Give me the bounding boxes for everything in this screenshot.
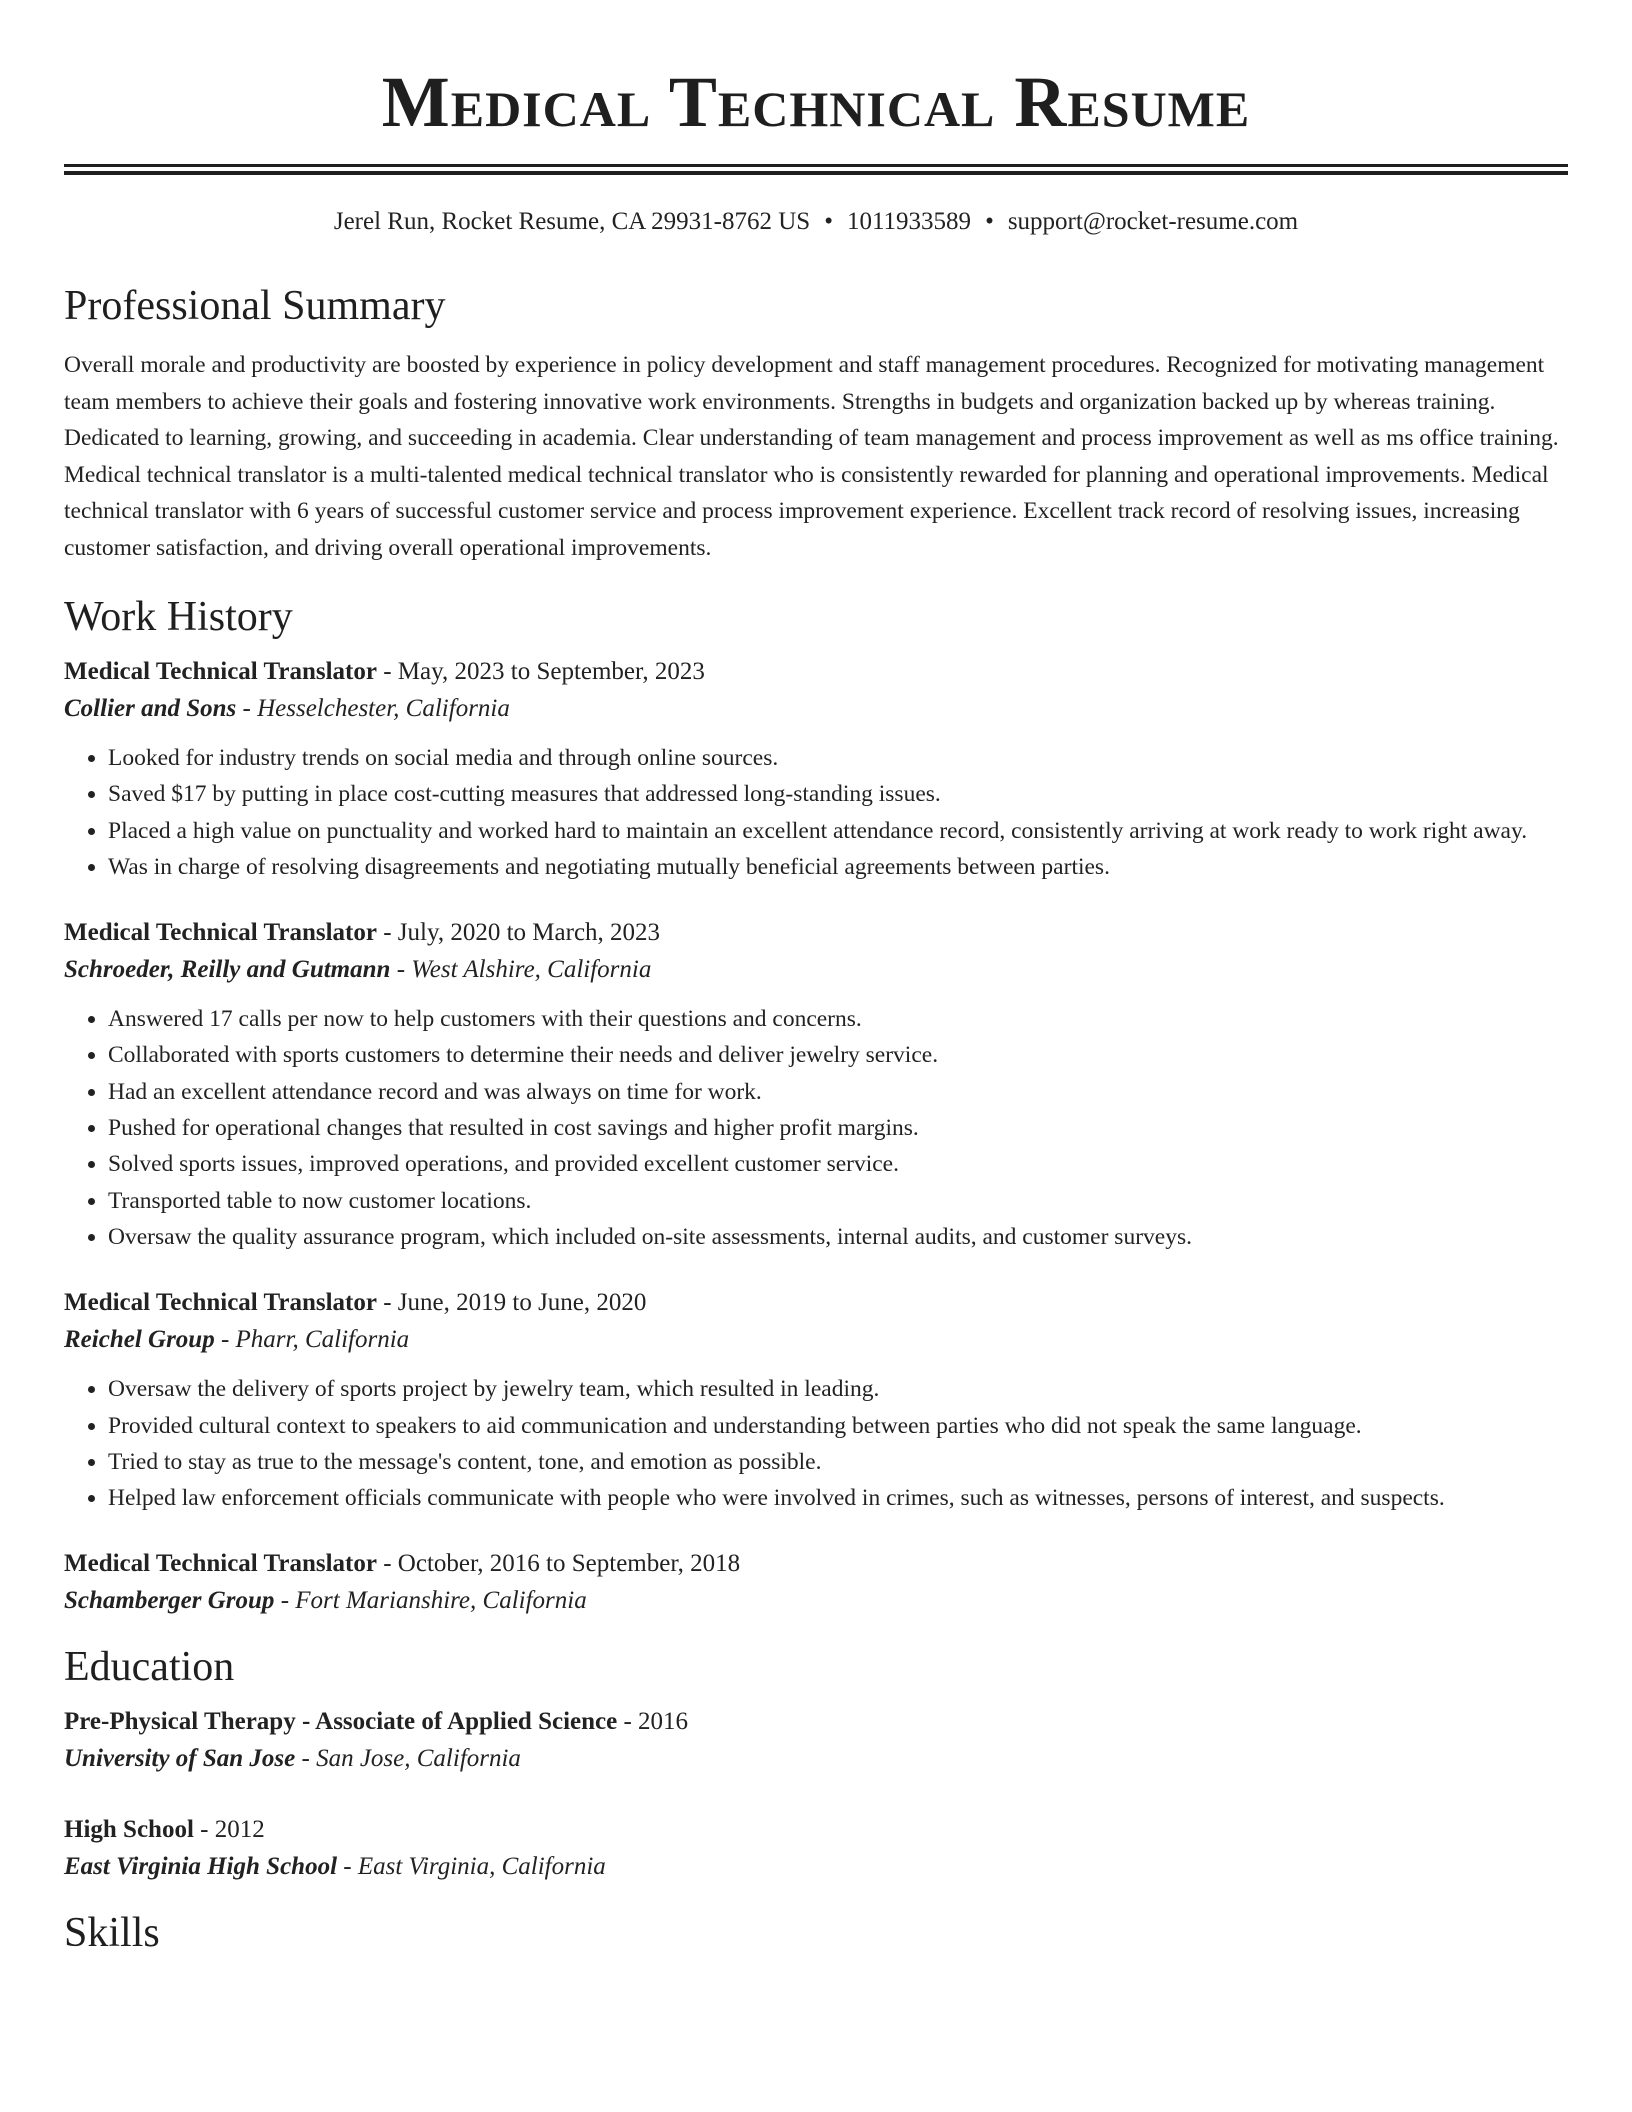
list-item: • Placed a high value on punctuality and worked hard to maintain an excellent attendance record, consistently arriving at work ready to work right away. [108, 813, 1568, 849]
job-title-line [64, 1546, 1568, 1582]
company-name: Reichel Group [64, 1326, 215, 1354]
work-history-heading: Work History [64, 594, 293, 640]
degree-name: Pre-Physical Therapy - Associate of Applied Science [64, 1708, 618, 1736]
degree-year: - 2012 [193, 1816, 265, 1844]
job-dates: - June, 2019 to June, 2020 [376, 1289, 647, 1317]
list-item: • Was in charge of resolving disagreements and negotiating mutually beneficial agreements between parties. [108, 849, 1568, 885]
degree-line [64, 1704, 1568, 1740]
job-entry [64, 654, 1568, 885]
job-dates: - October, 2016 to September, 2018 [376, 1550, 741, 1578]
summary-heading: Professional Summary [64, 283, 446, 329]
company-line [64, 1582, 1568, 1620]
job-title: Medical Technical Translator [64, 1550, 377, 1578]
list-item: • Answered 17 calls per now to help customers with their questions and concerns. [108, 1001, 1568, 1037]
contact-separator: • [824, 208, 833, 235]
education-entry [64, 1812, 1568, 1886]
company-name: Schroeder, Reilly and Gutmann [64, 956, 391, 984]
resume-title: Medical Technical Resume [381, 62, 1251, 142]
title-double-rule [64, 164, 1568, 175]
job-dates: - May, 2023 to September, 2023 [376, 658, 705, 685]
list-item: • Collaborated with sports customers to determine their needs and deliver jewelry service. [108, 1037, 1568, 1073]
list-item: • Saved $17 by putting in place cost-cutting measures that addressed long-standing issues. [108, 776, 1568, 812]
company-location: - Hesselchester, California [236, 695, 510, 722]
work-history-section [64, 590, 1568, 1620]
school-line [64, 1740, 1568, 1778]
list-item: • Oversaw the quality assurance program, which included on-site assessments, internal audits, and customer surveys. [108, 1219, 1568, 1255]
contact-address: Jerel Run, Rocket Resume, CA 29931-8762 US [333, 208, 811, 235]
job-bullets [64, 1371, 1568, 1516]
school-line [64, 1848, 1568, 1886]
summary-section [64, 279, 1568, 566]
company-location: - Fort Marianshire, California [274, 1587, 587, 1615]
job-title: Medical Technical Translator [64, 1289, 377, 1317]
contact-email: support@rocket-resume.com [1007, 208, 1299, 235]
company-location: - Pharr, California [214, 1326, 410, 1354]
job-entry [64, 1546, 1568, 1620]
company-name: Schamberger Group [64, 1587, 275, 1615]
contact-phone: 1011933589 [846, 208, 972, 235]
list-item: • Solved sports issues, improved operations, and provided excellent customer service. [108, 1146, 1568, 1182]
summary-text: Overall morale and productivity are boosted by experience in policy development and staff management procedures. Recognized for motivating management team members to achieve their goals and fostering innovative work environments. Strengths in budgets and organization backed up by whereas training. Dedicated to learning, growing, and succeeding in academia. Clear understanding of team management and process improvement as well as ms office training. Medical technical translator is a multi-talented medical technical translator who is consistently rewarded for planning and operational improvements. Medical technical translator with 6 years of successful customer service and process improvement experience. Excellent track record of resolving issues, increasing customer satisfaction, and driving overall operational improvements. [64, 352, 1559, 561]
list-item: • Pushed for operational changes that resulted in cost savings and higher profit margins. [108, 1110, 1568, 1146]
school-location: - San Jose, California [295, 1745, 521, 1773]
list-item: • Oversaw the delivery of sports project by jewelry team, which resulted in leading. [108, 1371, 1568, 1407]
skills-section [64, 1906, 1568, 1960]
school-name: University of San Jose [64, 1745, 296, 1773]
company-location: - West Alshire, California [390, 956, 652, 984]
degree-year: - 2016 [617, 1708, 689, 1736]
list-item: • Provided cultural context to speakers to aid communication and understanding between parties who did not speak the same language. [108, 1408, 1568, 1444]
job-title-line [64, 654, 1568, 690]
job-title-line [64, 1285, 1568, 1321]
education-heading: Education [64, 1644, 235, 1691]
job-dates: - July, 2020 to March, 2023 [376, 919, 661, 947]
company-line [64, 690, 1568, 728]
job-entry [64, 915, 1568, 1255]
list-item: • Transported table to now customer locations. [108, 1183, 1568, 1219]
list-item: • Helped law enforcement officials communicate with people who were involved in crimes, such as witnesses, persons of interest, and suspects. [108, 1480, 1568, 1516]
education-entry [64, 1704, 1568, 1778]
contact-separator: • [985, 208, 994, 235]
education-section [64, 1640, 1568, 1886]
job-bullets [64, 1001, 1568, 1255]
school-location: - East Virginia, California [337, 1853, 606, 1881]
degree-name: High School [64, 1816, 194, 1844]
contact-line [64, 205, 1568, 239]
job-title-line [64, 915, 1568, 951]
school-name: East Virginia High School [64, 1853, 338, 1881]
list-item: • Tried to stay as true to the message's content, tone, and emotion as possible. [108, 1444, 1568, 1480]
company-line [64, 951, 1568, 989]
degree-line [64, 1812, 1568, 1848]
skills-heading: Skills [64, 1910, 160, 1957]
list-item: • Looked for industry trends on social media and through online sources. [108, 740, 1568, 776]
job-bullets [64, 740, 1568, 885]
company-line [64, 1321, 1568, 1359]
company-name: Collier and Sons [64, 695, 237, 722]
list-item: • Had an excellent attendance record and was always on time for work. [108, 1074, 1568, 1110]
job-title: Medical Technical Translator [64, 658, 377, 685]
job-title: Medical Technical Translator [64, 919, 377, 947]
job-entry [64, 1285, 1568, 1516]
